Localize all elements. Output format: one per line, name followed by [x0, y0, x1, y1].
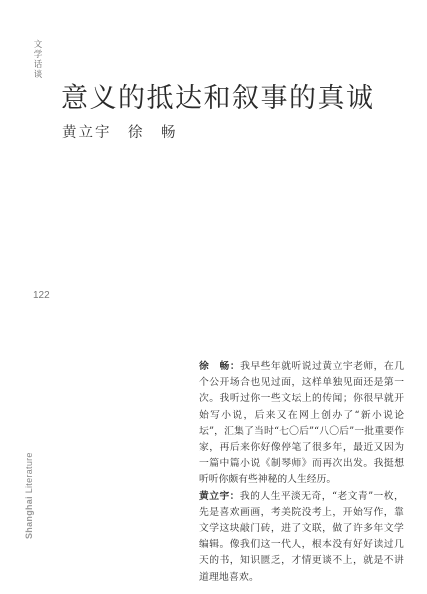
dialogue-paragraph — [199, 359, 404, 489]
journal-mark-rest: Literature — [24, 452, 34, 497]
dialogue-text: 我的人生平淡无奇，“老文青”一枚，先是喜欢画画，考美院没考上，开始写作，靠文学这块敲门砖，进了文联，做了许多年文学编辑。像我们这一代人，根本没有好好读过几天的书，知识匮乏，才情更谈不上，就是不讲道理地喜欢。 — [199, 490, 404, 583]
dialogue-paragraph — [199, 489, 404, 586]
dialogue-text: 我早些年就听说过黄立宇老师，在几个公开场合也见过面，这样单独见面还是第一次。我听过你一些文坛上的传闻；你很早就开始写小说，后来又在网上创办了“新小说论坛”，汇集了当时“七〇后”“八〇后”一批重要作家，再后来你好像停笔了很多年，最近又因为一篇中篇小说《制琴师》而再次出发。我挺想听听你颇有些神秘的人生经历。 — [199, 361, 405, 486]
page-number: 122 — [33, 290, 50, 301]
article-authors: 黄立宇 徐 畅 — [62, 125, 178, 141]
journal-mark-brand: Shanghai — [24, 496, 34, 539]
article-title: 意义的抵达和叙事的真诚 — [61, 83, 375, 115]
speaker-name: 徐 畅： — [199, 361, 241, 372]
column-label: 文学话谈 — [33, 40, 43, 80]
dialogue-body — [199, 359, 404, 586]
speaker-name: 黄立宇： — [199, 490, 240, 502]
journal-mark — [24, 452, 34, 539]
